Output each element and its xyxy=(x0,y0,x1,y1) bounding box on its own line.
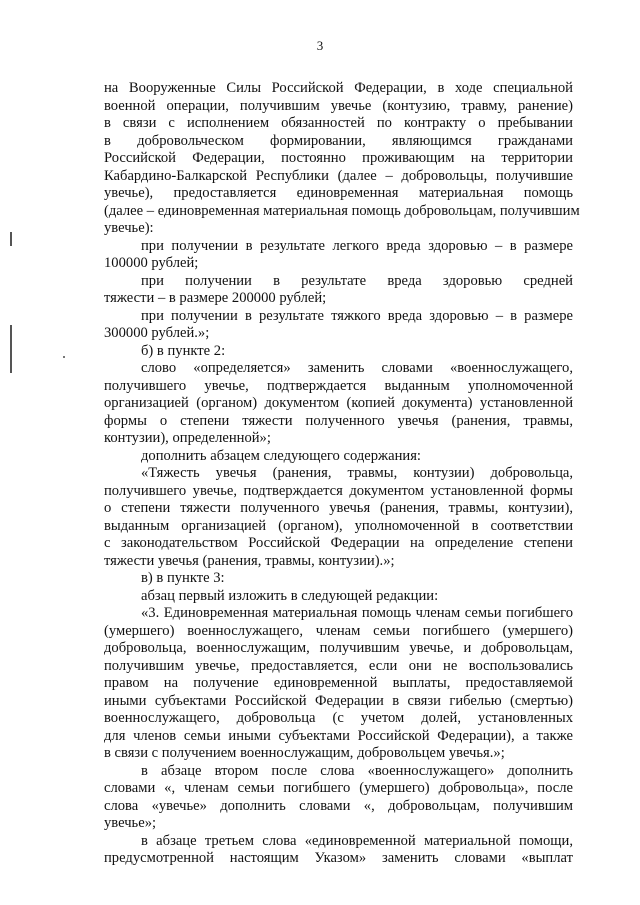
text-line: военной операции, получившим увечье (контузию, травму, ранение) xyxy=(104,97,573,114)
text-line: «3. Единовременная материальная помощь членам семьи погибшего xyxy=(141,605,573,621)
text-line: тяжести увечья (ранения, травмы, контузии).»; xyxy=(104,552,395,569)
text-line: Российской Федерации, постоянно проживающим на территории xyxy=(104,150,573,166)
text-line: слово «определяется» заменить словами «военнослужащего, xyxy=(141,360,573,376)
text-line: (далее – единовременная материальная помощь добровольцам, получившим xyxy=(104,202,580,219)
text-line: при получении в результате легкого вреда здоровью – в размере xyxy=(141,237,573,254)
text-line: при получении в результате вреда здоровью средней xyxy=(141,272,573,289)
text-line: дополнить абзацем следующего содержания: xyxy=(141,447,421,464)
text-line: о степени тяжести полученного увечья (ранения, травмы, контузии), xyxy=(104,500,573,516)
document-body xyxy=(104,80,580,868)
text-line: военнослужащего, добровольца (с учетом долей, установленных xyxy=(104,710,573,726)
text-line: слова «увечье» дополнить словами «, добровольцам, получившим xyxy=(104,797,573,814)
text-line: в абзаце третьем слова «единовременной материальной помощи, xyxy=(141,832,573,849)
text-line: увечье): xyxy=(104,220,154,236)
text-line: на Вооруженные Силы Российской Федерации, в ходе специальной xyxy=(104,80,573,96)
text-line: абзац первый изложить в следующей редакции: xyxy=(141,587,439,604)
page-number: 3 xyxy=(316,38,324,53)
scan-margin-mark-upper xyxy=(10,232,12,246)
text-line: иными субъектами Российской Федерации в связи гибелью (смертью) xyxy=(104,692,573,709)
scan-speck xyxy=(63,356,65,358)
text-line: 300000 рублей.»; xyxy=(104,325,210,341)
text-line: для членов семьи иными субъектами Российской Федерации), а также xyxy=(104,727,573,744)
text-line: в) в пункте 3: xyxy=(141,570,225,586)
text-line: словами «, членам семьи погибшего (умершего) добровольца», после xyxy=(104,780,573,796)
text-line: б) в пункте 2: xyxy=(141,342,226,359)
text-line: Кабардино-Балкарской Республики (далее – добровольцы, получившие xyxy=(104,167,573,184)
text-line: в абзаце втором после слова «военнослужащего» дополнить xyxy=(141,762,573,779)
text-line: увечье»; xyxy=(104,815,157,831)
text-line: увечье), предоставляется единовременная материальная помощь xyxy=(104,185,573,201)
text-line: тяжести – в размере 200000 рублей; xyxy=(104,290,327,306)
text-line: организацией (органом) документом (копией документа) установленной xyxy=(104,395,573,411)
text-line: предусмотренной настоящим Указом» заменить словами «выплат xyxy=(104,850,573,866)
text-line: формы о степени тяжести полученного увечья (ранения, травмы, xyxy=(104,412,573,429)
text-line: добровольца, военнослужащим, получившим увечье, и добровольцам, xyxy=(104,640,573,656)
text-line: «Тяжесть увечья (ранения, травмы, контузии) добровольца, xyxy=(141,465,573,481)
scan-margin-mark-lower xyxy=(10,325,12,373)
text-line: в связи с получением военнослужащим, добровольцем увечья.»; xyxy=(104,745,505,761)
text-line: получившим увечье, предоставляется, если они не воспользовались xyxy=(104,657,573,674)
text-line: выданным организацией (органом), уполномоченной в соответствии xyxy=(104,517,573,534)
text-line: в связи с исполнением обязанностей по контракту о пребывании xyxy=(104,115,573,131)
text-line: контузии), определенной»; xyxy=(104,430,271,446)
text-line: с законодательством Российской Федерации на определение степени xyxy=(104,535,573,551)
text-line: при получении в результате тяжкого вреда здоровью – в размере xyxy=(141,307,573,324)
text-line: (умершего) военнослужащего, членам семьи погибшего (умершего) xyxy=(104,622,573,639)
text-line: 100000 рублей; xyxy=(104,255,199,271)
text-line: в добровольческом формировании, являющимся гражданами xyxy=(104,132,573,149)
text-line: правом на получение единовременной выплаты, предоставляемой xyxy=(104,675,573,691)
text-line: получившего увечье, подтверждается документом установленной формы xyxy=(104,482,573,499)
text-line: получившего увечье, подтверждается выданным уполномоченной xyxy=(104,377,573,394)
